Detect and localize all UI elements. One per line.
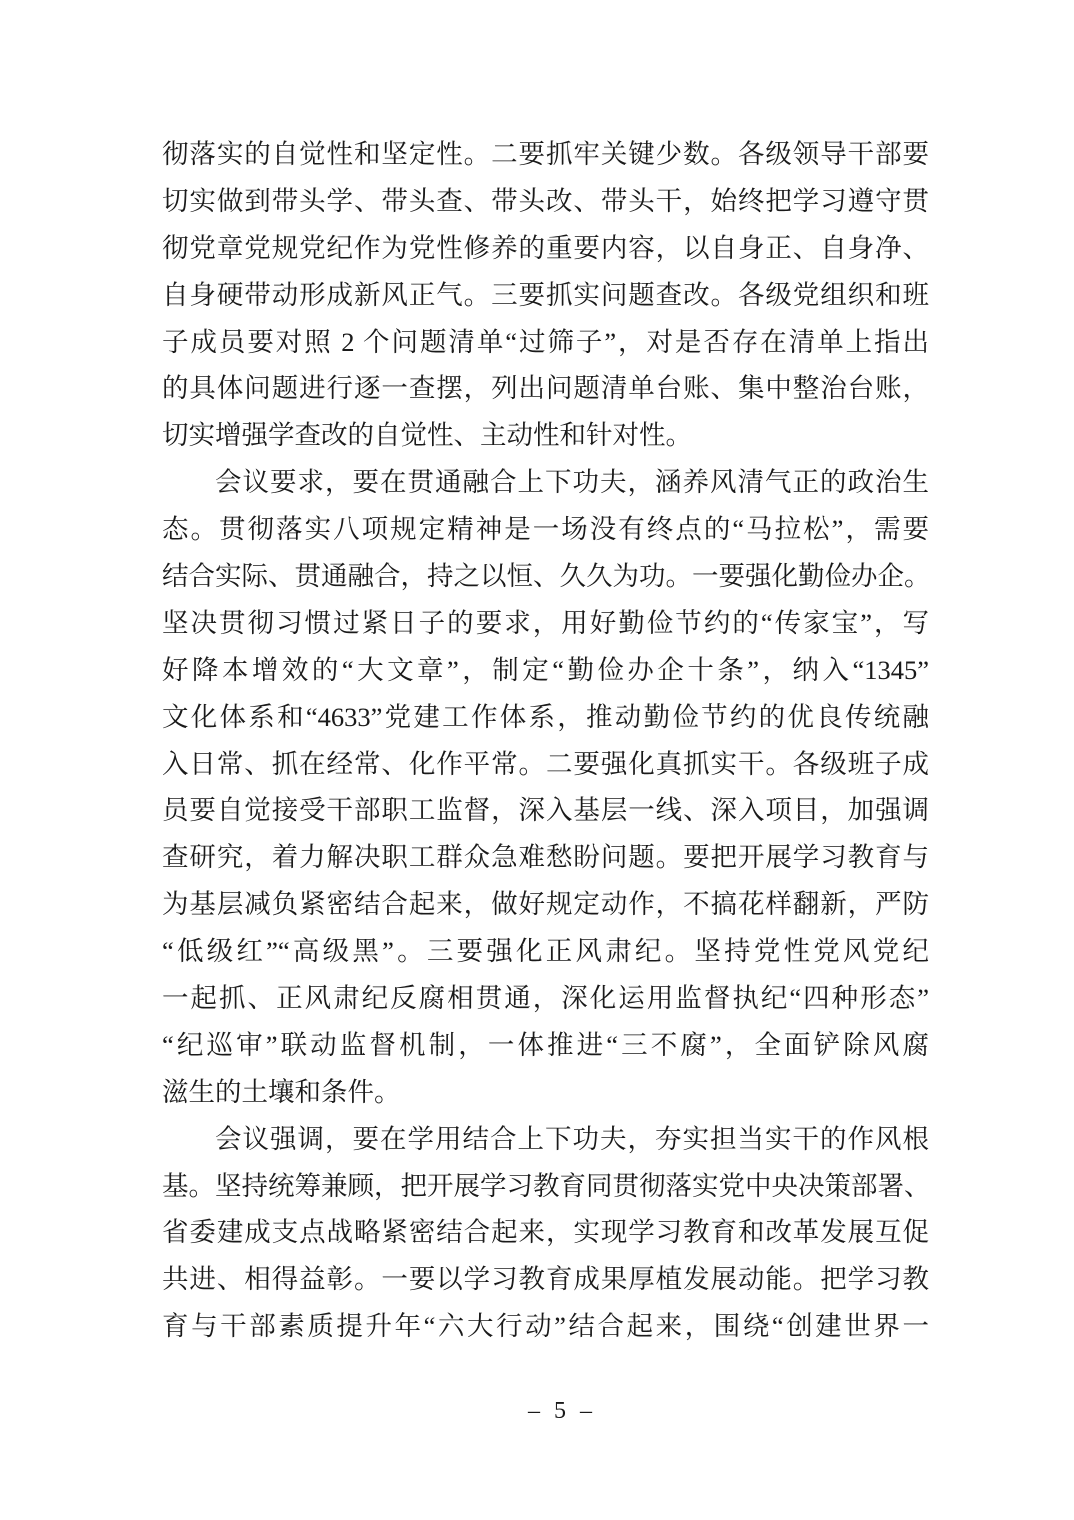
- text-line: 的具体问题进行逐一查摆，列出问题清单台账、集中整治台账，: [162, 373, 929, 404]
- text-line: 自身硬带动形成新风正气。三要抓实问题查改。各级党组织和班: [162, 279, 929, 310]
- text-line: 切实增强学查改的自觉性、主动性和针对性。: [162, 420, 692, 451]
- text-line: 彻落实的自觉性和坚定性。二要抓牢关键少数。各级领导干部要: [162, 139, 929, 169]
- page-number: – 5 –: [528, 1398, 596, 1424]
- text-line: 为基层减负紧密结合起来，做好规定动作，不搞花样翻新，严防: [162, 889, 929, 920]
- text-line: 好降本增效的“大文章”，制定“勤俭办企十条”，纳入“1345”: [162, 654, 929, 685]
- text-line: 省委建成支点战略紧密结合起来，实现学习教育和改革发展互促: [162, 1217, 929, 1248]
- text-line: 彻党章党规党纪作为党性修养的重要内容，以自身正、自身净、: [162, 232, 929, 263]
- text-line: “纪巡审”联动监督机制，一体推进“三不腐”，全面铲除风腐: [162, 1029, 929, 1060]
- text-line: 会议强调，要在学用结合上下功夫，夯实担当实干的作风根: [215, 1123, 929, 1154]
- text-line: 子成员要对照 2 个问题清单“过筛子”，对是否存在清单上指出: [162, 326, 929, 357]
- text-line: 态。贯彻落实八项规定精神是一场没有终点的“马拉松”，需要: [162, 514, 929, 545]
- text-line: 共进、相得益彰。一要以学习教育成果厚植发展动能。把学习教: [162, 1264, 929, 1295]
- text-line: 育与干部素质提升年“六大行动”结合起来，围绕“创建世界一: [162, 1311, 929, 1342]
- text-line: 结合实际、贯通融合，持之以恒、久久为功。一要强化勤俭办企。: [162, 561, 931, 592]
- document-body: [162, 131, 929, 1350]
- text-line: “低级红”“高级黑”。三要强化正风肃纪。坚持党性党风党纪: [162, 936, 929, 967]
- text-line: 入日常、抓在经常、化作平常。二要强化真抓实干。各级班子成: [162, 748, 929, 779]
- text-line: 基。坚持统筹兼顾，把开展学习教育同贯彻落实党中央决策部署、: [162, 1170, 931, 1201]
- text-line: 坚决贯彻习惯过紧日子的要求，用好勤俭节约的“传家宝”，写: [162, 607, 929, 638]
- text-line: 一起抓、正风肃纪反腐相贯通，深化运用监督执纪“四种形态”: [162, 983, 929, 1014]
- text-line: 文化体系和“4633”党建工作体系，推动勤俭节约的优良传统融: [162, 701, 929, 732]
- text-line: 员要自觉接受干部职工监督，深入基层一线、深入项目，加强调: [162, 795, 929, 826]
- text-line: 切实做到带头学、带头查、带头改、带头干，始终把学习遵守贯: [162, 185, 929, 216]
- text-line: 滋生的土壤和条件。: [162, 1076, 401, 1107]
- text-line: 查研究，着力解决职工群众急难愁盼问题。要把开展学习教育与: [162, 842, 929, 873]
- text-line: 会议要求，要在贯通融合上下功夫，涵养风清气正的政治生: [215, 467, 929, 498]
